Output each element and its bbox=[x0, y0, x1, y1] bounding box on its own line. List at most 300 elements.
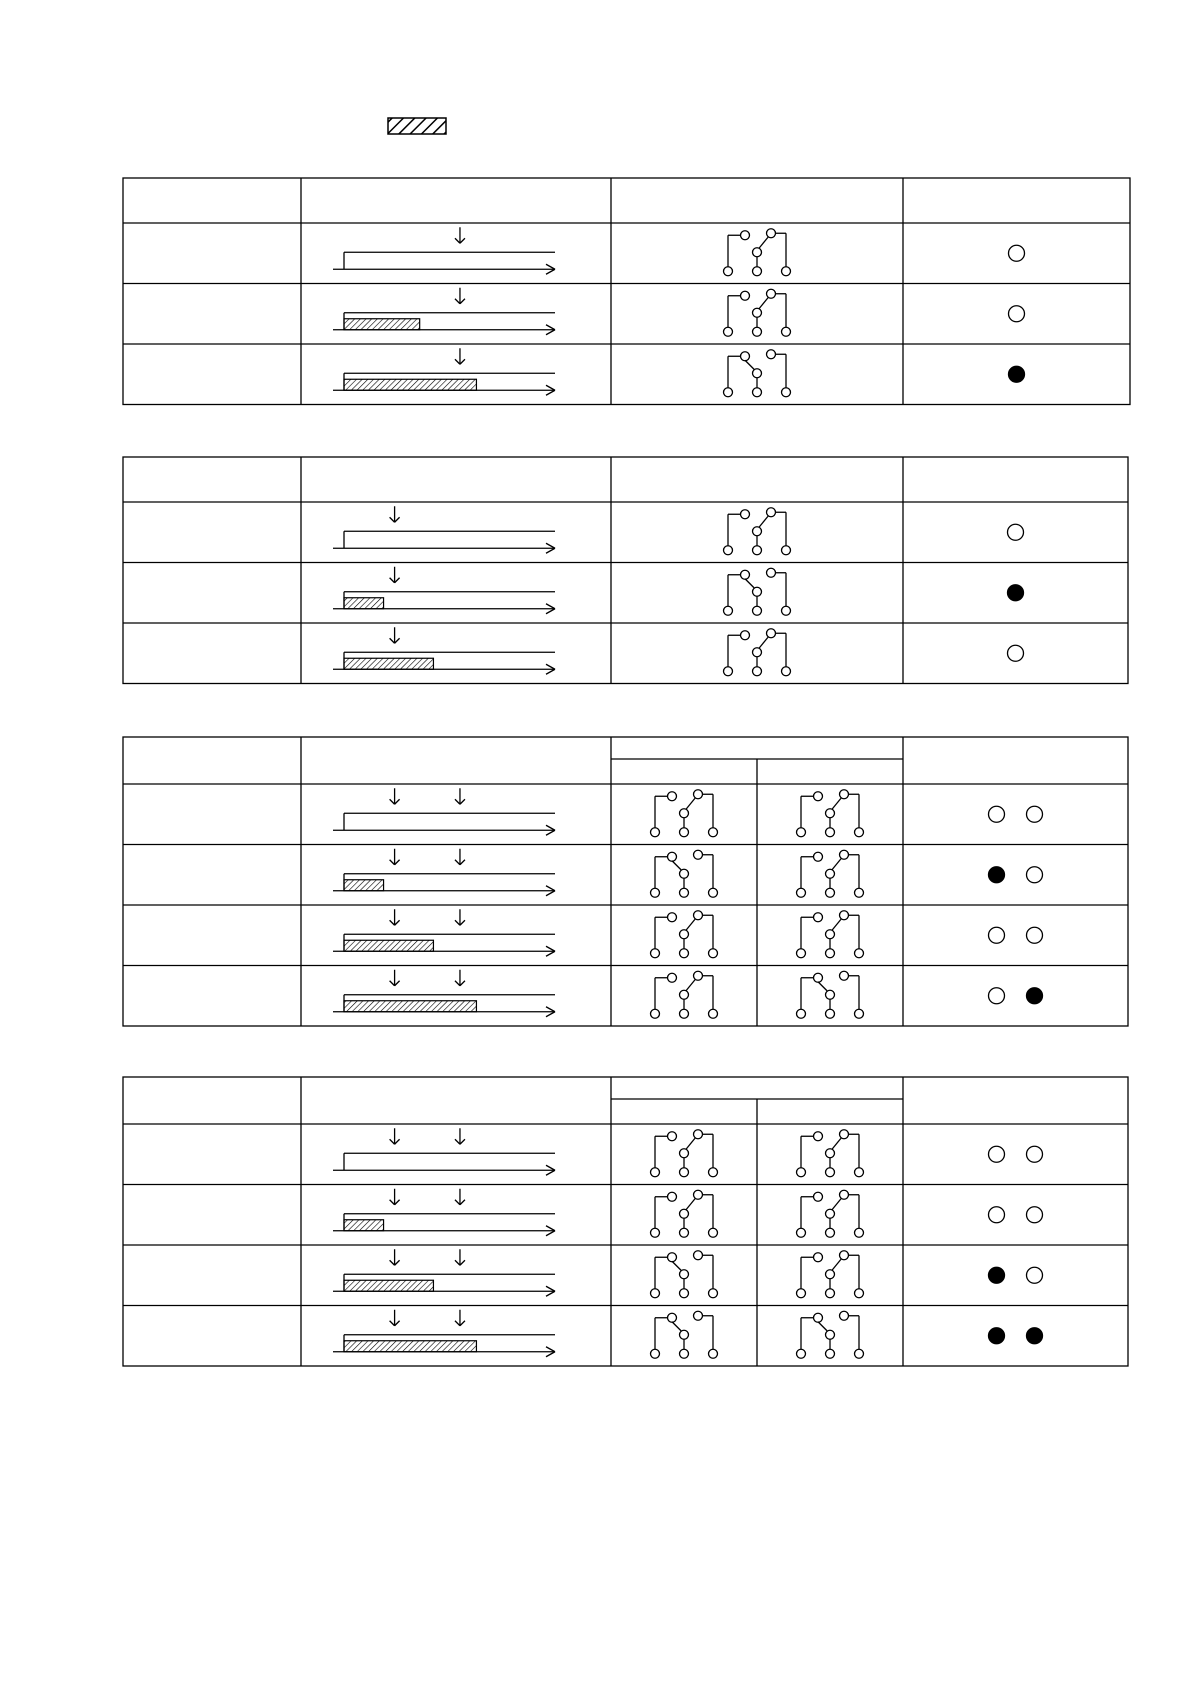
fill-level-bar bbox=[344, 598, 384, 609]
axis-arrow-icon bbox=[546, 946, 555, 951]
table-2 bbox=[123, 457, 1128, 684]
switch-blade bbox=[832, 919, 841, 930]
terminal-icon bbox=[724, 388, 733, 397]
axis-arrow-icon bbox=[546, 886, 555, 891]
terminal-icon bbox=[797, 949, 806, 958]
marker-arrow-icon bbox=[460, 238, 465, 243]
marker-arrow-icon bbox=[460, 299, 465, 304]
axis-arrow-icon bbox=[546, 664, 555, 669]
switch-blade bbox=[686, 1199, 695, 1210]
marker-arrow-icon bbox=[395, 1260, 400, 1265]
terminal-icon bbox=[797, 1289, 806, 1298]
switch-1-icon bbox=[651, 850, 718, 897]
fill-level-bar bbox=[344, 1220, 384, 1231]
switch-blade bbox=[672, 1322, 681, 1331]
terminal-icon bbox=[724, 606, 733, 615]
pivot-icon bbox=[753, 527, 762, 536]
contact-no-icon bbox=[814, 1192, 823, 1201]
switch-blade bbox=[686, 1138, 695, 1149]
axis-arrow-icon bbox=[546, 609, 555, 614]
contact-nc-icon bbox=[840, 1251, 849, 1260]
terminal-icon bbox=[680, 1009, 689, 1018]
axis-arrow-icon bbox=[546, 1007, 555, 1012]
indicator-icon bbox=[1009, 306, 1025, 322]
switch-blade bbox=[832, 1138, 841, 1149]
contact-nc-icon bbox=[840, 911, 849, 920]
marker-arrow-icon bbox=[390, 799, 395, 804]
contact-nc-icon bbox=[840, 790, 849, 799]
switch-2-icon bbox=[797, 1251, 864, 1298]
terminal-icon bbox=[680, 1228, 689, 1237]
marker-arrow-icon bbox=[395, 1139, 400, 1144]
pivot-icon bbox=[680, 869, 689, 878]
terminal-icon bbox=[651, 1168, 660, 1177]
indicator-1-icon bbox=[989, 1328, 1005, 1344]
table-frame bbox=[123, 1077, 1128, 1366]
axis-arrow-icon bbox=[546, 825, 555, 830]
indicator-1-icon bbox=[989, 1267, 1005, 1283]
table-frame bbox=[123, 737, 1128, 1026]
marker-arrow-icon bbox=[455, 299, 460, 304]
marker-arrow-icon bbox=[460, 359, 465, 364]
axis-arrow-icon bbox=[546, 325, 555, 330]
terminal-icon bbox=[855, 1349, 864, 1358]
table-row bbox=[333, 506, 1024, 555]
terminal-icon bbox=[855, 888, 864, 897]
axis-arrow-icon bbox=[546, 548, 555, 553]
switch-blade bbox=[686, 980, 695, 991]
contact-no-icon bbox=[741, 352, 750, 361]
indicator-2-icon bbox=[1027, 1267, 1043, 1283]
contact-no-icon bbox=[741, 570, 750, 579]
marker-arrow-icon bbox=[390, 920, 395, 925]
terminal-icon bbox=[826, 888, 835, 897]
terminal-icon bbox=[826, 1168, 835, 1177]
marker-arrow-icon bbox=[455, 359, 460, 364]
terminal-icon bbox=[724, 327, 733, 336]
axis-arrow-icon bbox=[546, 1170, 555, 1175]
axis-arrow-icon bbox=[546, 385, 555, 390]
table-3 bbox=[123, 737, 1128, 1026]
terminal-icon bbox=[782, 667, 791, 676]
switch-1-icon bbox=[651, 790, 718, 837]
contact-nc-icon bbox=[694, 850, 703, 859]
pivot-icon bbox=[680, 930, 689, 939]
switch-blade bbox=[759, 237, 768, 248]
table-row bbox=[123, 284, 1130, 337]
indicator-1-icon bbox=[989, 806, 1005, 822]
marker-arrow-icon bbox=[460, 860, 465, 865]
axis-arrow-icon bbox=[546, 1347, 555, 1352]
marker-arrow-icon bbox=[390, 1200, 395, 1205]
axis-arrow-icon bbox=[546, 951, 555, 956]
switch-blade bbox=[686, 798, 695, 809]
switch-blade bbox=[745, 579, 754, 588]
contact-nc-icon bbox=[840, 1130, 849, 1139]
switch-2-icon bbox=[797, 1130, 864, 1177]
axis-arrow-icon bbox=[546, 669, 555, 674]
terminal-icon bbox=[651, 828, 660, 837]
marker-arrow-icon bbox=[455, 799, 460, 804]
contact-nc-icon bbox=[767, 629, 776, 638]
marker-arrow-icon bbox=[395, 578, 400, 583]
pivot-icon bbox=[680, 1149, 689, 1158]
terminal-icon bbox=[782, 327, 791, 336]
indicator-2-icon bbox=[1027, 1328, 1043, 1344]
terminal-icon bbox=[680, 1289, 689, 1298]
contact-no-icon bbox=[668, 1192, 677, 1201]
marker-arrow-icon bbox=[390, 981, 395, 986]
switch-blade bbox=[759, 298, 768, 309]
contact-nc-icon bbox=[767, 350, 776, 359]
indicator-icon bbox=[1008, 585, 1024, 601]
terminal-icon bbox=[651, 1289, 660, 1298]
terminal-icon bbox=[782, 546, 791, 555]
axis-arrow-icon bbox=[546, 1012, 555, 1017]
pivot-icon bbox=[753, 648, 762, 657]
contact-no-icon bbox=[741, 291, 750, 300]
switch-1-icon bbox=[651, 971, 718, 1018]
marker-arrow-icon bbox=[390, 517, 395, 522]
contact-no-icon bbox=[741, 631, 750, 640]
terminal-icon bbox=[826, 1289, 835, 1298]
switch-1-icon bbox=[651, 1251, 718, 1298]
marker-arrow-icon bbox=[460, 1200, 465, 1205]
contact-nc-icon bbox=[694, 1251, 703, 1260]
switch-blade bbox=[672, 861, 681, 870]
indicator-2-icon bbox=[1027, 1207, 1043, 1223]
marker-arrow-icon bbox=[455, 1260, 460, 1265]
terminal-icon bbox=[826, 828, 835, 837]
terminal-icon bbox=[855, 1009, 864, 1018]
terminal-icon bbox=[709, 888, 718, 897]
axis-arrow-icon bbox=[546, 1352, 555, 1357]
terminal-icon bbox=[797, 1349, 806, 1358]
terminal-icon bbox=[782, 388, 791, 397]
table-row bbox=[123, 563, 1128, 616]
terminal-icon bbox=[724, 267, 733, 276]
pivot-icon bbox=[826, 1209, 835, 1218]
marker-arrow-icon bbox=[460, 799, 465, 804]
terminal-icon bbox=[782, 606, 791, 615]
pivot-icon bbox=[753, 248, 762, 257]
marker-arrow-icon bbox=[390, 1321, 395, 1326]
table-row bbox=[123, 845, 1128, 898]
terminal-icon bbox=[797, 828, 806, 837]
terminal-icon bbox=[753, 667, 762, 676]
terminal-icon bbox=[753, 388, 762, 397]
terminal-icon bbox=[753, 546, 762, 555]
table-row bbox=[123, 1185, 1128, 1238]
table-row bbox=[123, 623, 1128, 676]
axis-arrow-icon bbox=[546, 264, 555, 269]
axis-arrow-icon bbox=[546, 330, 555, 335]
marker-arrow-icon bbox=[395, 1200, 400, 1205]
marker-arrow-icon bbox=[460, 1139, 465, 1144]
terminal-icon bbox=[797, 1228, 806, 1237]
indicator-1-icon bbox=[989, 1146, 1005, 1162]
pivot-icon bbox=[826, 1149, 835, 1158]
fill-level-bar bbox=[344, 1341, 476, 1352]
contact-nc-icon bbox=[767, 289, 776, 298]
fill-level-bar bbox=[344, 1001, 476, 1012]
contact-nc-icon bbox=[767, 229, 776, 238]
marker-arrow-icon bbox=[395, 860, 400, 865]
switch-blade bbox=[745, 360, 754, 369]
marker-arrow-icon bbox=[455, 860, 460, 865]
switch-blade bbox=[818, 982, 827, 991]
pivot-icon bbox=[826, 1270, 835, 1279]
terminal-icon bbox=[709, 949, 718, 958]
marker-arrow-icon bbox=[455, 238, 460, 243]
table-1 bbox=[123, 178, 1130, 405]
switch-blade bbox=[686, 919, 695, 930]
terminal-icon bbox=[709, 1349, 718, 1358]
contact-no-icon bbox=[668, 1313, 677, 1322]
terminal-icon bbox=[709, 1009, 718, 1018]
terminal-icon bbox=[855, 949, 864, 958]
indicator-2-icon bbox=[1027, 867, 1043, 883]
terminal-icon bbox=[651, 1009, 660, 1018]
axis-arrow-icon bbox=[546, 390, 555, 395]
marker-arrow-icon bbox=[390, 638, 395, 643]
terminal-icon bbox=[680, 1168, 689, 1177]
contact-nc-icon bbox=[694, 971, 703, 980]
fill-level-bar bbox=[344, 658, 433, 669]
pivot-icon bbox=[753, 308, 762, 317]
terminal-icon bbox=[797, 888, 806, 897]
fill-level-bar bbox=[344, 379, 476, 390]
pivot-icon bbox=[826, 930, 835, 939]
terminal-icon bbox=[709, 1228, 718, 1237]
switch-1-icon bbox=[651, 1190, 718, 1237]
marker-arrow-icon bbox=[395, 799, 400, 804]
switch-1-icon bbox=[651, 1311, 718, 1358]
switch-blade bbox=[818, 1322, 827, 1331]
marker-arrow-icon bbox=[390, 860, 395, 865]
pivot-icon bbox=[753, 587, 762, 596]
indicator-1-icon bbox=[989, 988, 1005, 1004]
contact-nc-icon bbox=[767, 508, 776, 517]
indicator-1-icon bbox=[989, 867, 1005, 883]
axis-arrow-icon bbox=[546, 1231, 555, 1236]
terminal-icon bbox=[753, 267, 762, 276]
fill-level-bar bbox=[344, 880, 384, 891]
switch-1-icon bbox=[651, 911, 718, 958]
terminal-icon bbox=[797, 1168, 806, 1177]
contact-nc-icon bbox=[840, 1311, 849, 1320]
pivot-icon bbox=[680, 1330, 689, 1339]
marker-arrow-icon bbox=[455, 1200, 460, 1205]
terminal-icon bbox=[724, 546, 733, 555]
axis-arrow-icon bbox=[546, 604, 555, 609]
marker-arrow-icon bbox=[390, 1260, 395, 1265]
indicator-2-icon bbox=[1027, 806, 1043, 822]
switch-blade bbox=[832, 859, 841, 870]
terminal-icon bbox=[709, 828, 718, 837]
indicator-2-icon bbox=[1027, 1146, 1043, 1162]
indicator-icon bbox=[1008, 645, 1024, 661]
axis-arrow-icon bbox=[546, 830, 555, 835]
table-row bbox=[123, 905, 1128, 958]
contact-nc-icon bbox=[767, 568, 776, 577]
marker-arrow-icon bbox=[460, 1321, 465, 1326]
marker-arrow-icon bbox=[395, 1321, 400, 1326]
terminal-icon bbox=[855, 828, 864, 837]
terminal-icon bbox=[709, 1168, 718, 1177]
contact-no-icon bbox=[668, 1253, 677, 1262]
axis-arrow-icon bbox=[546, 1291, 555, 1296]
terminal-icon bbox=[826, 949, 835, 958]
contact-no-icon bbox=[814, 792, 823, 801]
indicator-icon bbox=[1008, 524, 1024, 540]
terminal-icon bbox=[753, 606, 762, 615]
contact-no-icon bbox=[668, 852, 677, 861]
terminal-icon bbox=[855, 1228, 864, 1237]
switch-blade bbox=[832, 1259, 841, 1270]
axis-arrow-icon bbox=[546, 1165, 555, 1170]
marker-arrow-icon bbox=[395, 920, 400, 925]
indicator-icon bbox=[1009, 366, 1025, 382]
contact-nc-icon bbox=[840, 1190, 849, 1199]
switch-2-icon bbox=[797, 1190, 864, 1237]
indicator-icon bbox=[1009, 245, 1025, 261]
contact-no-icon bbox=[668, 913, 677, 922]
marker-arrow-icon bbox=[395, 981, 400, 986]
table-4 bbox=[123, 1077, 1128, 1366]
legend-hatch-swatch bbox=[388, 118, 446, 134]
axis-arrow-icon bbox=[546, 1286, 555, 1291]
pivot-icon bbox=[826, 1330, 835, 1339]
contact-no-icon bbox=[814, 1313, 823, 1322]
terminal-icon bbox=[782, 267, 791, 276]
table-row bbox=[123, 1245, 1128, 1298]
table-row bbox=[333, 1128, 1043, 1177]
terminal-icon bbox=[724, 667, 733, 676]
pivot-icon bbox=[680, 990, 689, 999]
marker-arrow-icon bbox=[460, 920, 465, 925]
switch-2-icon bbox=[797, 911, 864, 958]
terminal-icon bbox=[651, 949, 660, 958]
terminal-icon bbox=[680, 949, 689, 958]
pivot-icon bbox=[753, 369, 762, 378]
terminal-icon bbox=[826, 1349, 835, 1358]
switch-blade bbox=[672, 1261, 681, 1270]
marker-arrow-icon bbox=[390, 1139, 395, 1144]
contact-no-icon bbox=[814, 913, 823, 922]
indicator-1-icon bbox=[989, 927, 1005, 943]
pivot-icon bbox=[826, 869, 835, 878]
pivot-icon bbox=[680, 809, 689, 818]
switch-1-icon bbox=[651, 1130, 718, 1177]
axis-arrow-icon bbox=[546, 269, 555, 274]
terminal-icon bbox=[855, 1168, 864, 1177]
contact-nc-icon bbox=[694, 1190, 703, 1199]
switch-2-icon bbox=[797, 790, 864, 837]
contact-no-icon bbox=[668, 1132, 677, 1141]
marker-arrow-icon bbox=[455, 920, 460, 925]
switch-icon bbox=[724, 289, 791, 336]
pivot-icon bbox=[680, 1270, 689, 1279]
fill-level-bar bbox=[344, 1280, 433, 1291]
contact-nc-icon bbox=[694, 790, 703, 799]
table-row bbox=[123, 966, 1128, 1019]
marker-arrow-icon bbox=[460, 1260, 465, 1265]
contact-nc-icon bbox=[840, 850, 849, 859]
contact-no-icon bbox=[814, 852, 823, 861]
axis-arrow-icon bbox=[546, 1226, 555, 1231]
table-row bbox=[123, 1306, 1128, 1359]
switch-blade bbox=[759, 516, 768, 527]
terminal-icon bbox=[797, 1009, 806, 1018]
terminal-icon bbox=[855, 1289, 864, 1298]
switch-blade bbox=[759, 637, 768, 648]
marker-arrow-icon bbox=[455, 981, 460, 986]
terminal-icon bbox=[826, 1228, 835, 1237]
marker-arrow-icon bbox=[455, 1321, 460, 1326]
switch-2-icon bbox=[797, 850, 864, 897]
contact-no-icon bbox=[668, 973, 677, 982]
indicator-1-icon bbox=[989, 1207, 1005, 1223]
table-row bbox=[333, 227, 1025, 276]
contact-nc-icon bbox=[694, 911, 703, 920]
switch-blade bbox=[832, 1199, 841, 1210]
switch-icon bbox=[724, 568, 791, 615]
fill-level-bar bbox=[344, 319, 420, 330]
pivot-icon bbox=[680, 1209, 689, 1218]
marker-arrow-icon bbox=[460, 981, 465, 986]
contact-nc-icon bbox=[694, 1311, 703, 1320]
pivot-icon bbox=[826, 809, 835, 818]
switch-icon bbox=[724, 229, 791, 276]
marker-arrow-icon bbox=[395, 517, 400, 522]
terminal-icon bbox=[651, 1349, 660, 1358]
fill-level-bar bbox=[344, 940, 433, 951]
marker-arrow-icon bbox=[390, 578, 395, 583]
axis-arrow-icon bbox=[546, 891, 555, 896]
table-row bbox=[333, 788, 1043, 837]
switch-2-icon bbox=[797, 1311, 864, 1358]
terminal-icon bbox=[680, 828, 689, 837]
terminal-icon bbox=[826, 1009, 835, 1018]
terminal-icon bbox=[680, 888, 689, 897]
terminal-icon bbox=[753, 327, 762, 336]
switch-icon bbox=[724, 508, 791, 555]
terminal-icon bbox=[651, 1228, 660, 1237]
axis-arrow-icon bbox=[546, 543, 555, 548]
legend bbox=[388, 118, 446, 134]
table-row bbox=[123, 344, 1130, 397]
contact-no-icon bbox=[814, 973, 823, 982]
table-frame bbox=[123, 178, 1130, 405]
contact-no-icon bbox=[668, 792, 677, 801]
indicator-2-icon bbox=[1027, 988, 1043, 1004]
table-frame bbox=[123, 457, 1128, 684]
contact-no-icon bbox=[741, 510, 750, 519]
terminal-icon bbox=[680, 1349, 689, 1358]
terminal-icon bbox=[651, 888, 660, 897]
switch-icon bbox=[724, 350, 791, 397]
contact-nc-icon bbox=[694, 1130, 703, 1139]
switch-icon bbox=[724, 629, 791, 676]
contact-no-icon bbox=[741, 231, 750, 240]
pivot-icon bbox=[826, 990, 835, 999]
terminal-icon bbox=[709, 1289, 718, 1298]
contact-nc-icon bbox=[840, 971, 849, 980]
marker-arrow-icon bbox=[395, 638, 400, 643]
marker-arrow-icon bbox=[455, 1139, 460, 1144]
indicator-2-icon bbox=[1027, 927, 1043, 943]
